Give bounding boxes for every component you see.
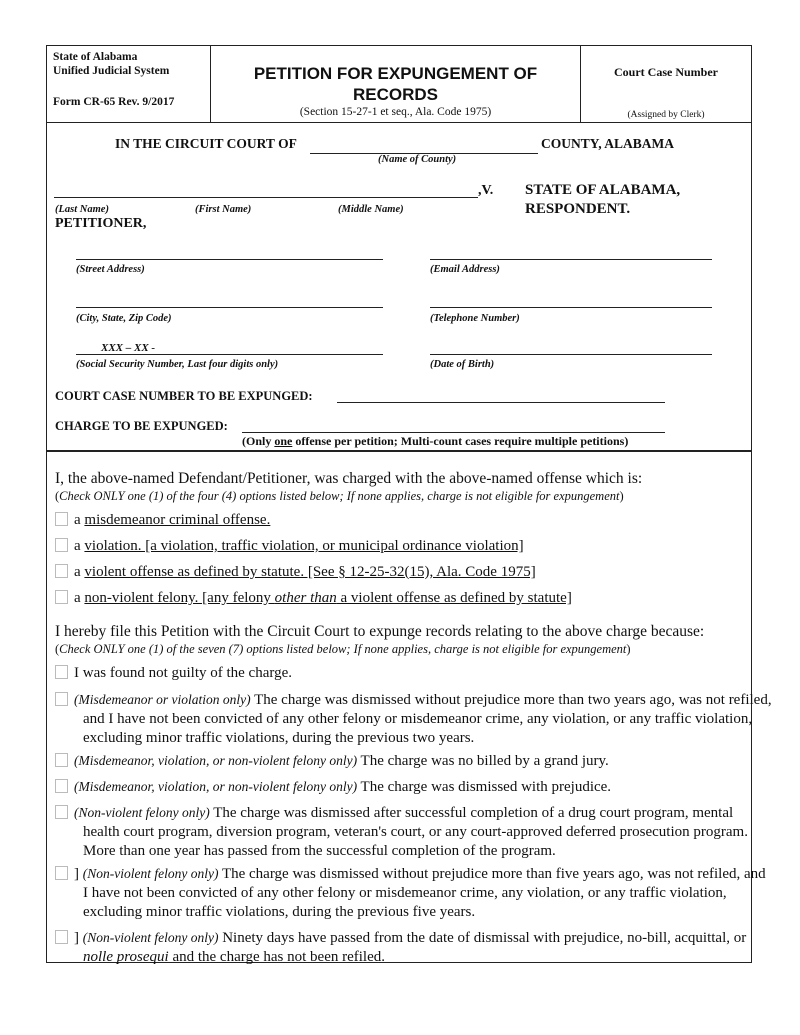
respondent-label: RESPONDENT.: [525, 201, 631, 217]
form-title-line2: RECORDS: [352, 85, 438, 104]
reason-program-completion[interactable]: (Non-violent felony only) The charge was dismissed after successful completion of a drug court program, mental health court program, diversion program, veteran's court, or any court-approved deferred prosecution program. More than one year has passed from the successful completion of the program.: [55, 803, 773, 861]
last-name-label: (Last Name): [55, 204, 109, 215]
form-title-line1: PETITION FOR EXPUNGEMENT OF: [253, 64, 538, 83]
reason-dismissed-with-prejudice[interactable]: (Misdemeanor, violation, or non-violent felony only) The charge was dismissed with prejudice.: [55, 777, 751, 797]
offense-instruction: (Check ONLY one (1) of the four (4) options listed below; If none applies, charge is not eligible for expungement): [55, 489, 624, 503]
checkbox[interactable]: [55, 564, 68, 578]
case-to-expunge-line[interactable]: [337, 402, 665, 403]
reason-intro: I hereby file this Petition with the Circuit Court to expunge records relating to the above charge because:: [55, 623, 705, 640]
agency-cell: [47, 46, 211, 122]
system-name: Unified Judicial System: [53, 65, 170, 77]
city-state-zip-line[interactable]: [76, 307, 383, 308]
offense-intro: I, the above-named Defendant/Petitioner, was charged with the above-named offense which is:: [55, 470, 643, 487]
section-divider: [46, 450, 752, 452]
reason-instruction: (Check ONLY one (1) of the seven (7) options listed below; If none applies, charge is not eligible for expungement): [55, 642, 631, 656]
date-of-birth-label: (Date of Birth): [430, 359, 495, 370]
date-of-birth-line[interactable]: [430, 354, 712, 355]
charge-note: (Only one offense per petition; Multi-count cases require multiple petitions): [242, 434, 629, 448]
street-address-label: (Street Address): [76, 264, 145, 275]
case-number-label: Court Case Number: [614, 65, 718, 79]
checkbox[interactable]: [55, 512, 68, 526]
reason-no-billed[interactable]: (Misdemeanor, violation, or non-violent felony only) The charge was no billed by a grand jury.: [55, 751, 751, 771]
respondent-state: STATE OF ALABAMA,: [525, 182, 681, 198]
offense-option-non-violent-felony[interactable]: a non-violent felony. [any felony other than a violent offense as defined by statute]: [55, 589, 751, 608]
reason-dismissed-two-years[interactable]: (Misdemeanor or violation only) The charge was dismissed without prejudice more than two years ago, was not refiled, and I have not been convicted of any other felony or misdemeanor crime, any violation, or any traffic violation, excluding minor traffic violations, during the previous two years.: [55, 690, 773, 748]
street-address-line[interactable]: [76, 259, 383, 260]
checkbox[interactable]: [55, 692, 68, 706]
case-to-expunge-label: COURT CASE NUMBER TO BE EXPUNGED:: [55, 389, 313, 403]
offense-option-violation[interactable]: a violation. [a violation, traffic violation, or municipal ordinance violation]: [55, 537, 751, 556]
ssn-line[interactable]: [76, 354, 383, 355]
telephone-line[interactable]: [430, 307, 712, 308]
statute-reference: (Section 15-27-1 et seq., Ala. Code 1975): [299, 106, 492, 118]
offense-option-misdemeanor[interactable]: a misdemeanor criminal offense.: [55, 511, 751, 530]
checkbox[interactable]: [55, 753, 68, 767]
form-header: [47, 46, 751, 123]
email-address-label: (Email Address): [430, 264, 500, 275]
case-number-cell[interactable]: [581, 46, 751, 122]
form-number: Form CR-65 Rev. 9/2017: [53, 96, 175, 108]
checkbox[interactable]: [55, 590, 68, 604]
title-cell: [211, 46, 581, 122]
checkbox[interactable]: [55, 779, 68, 793]
checkbox[interactable]: [55, 665, 68, 679]
petitioner-label: PETITIONER,: [55, 216, 147, 231]
reason-not-guilty[interactable]: I was found not guilty of the charge.: [55, 664, 751, 683]
city-state-zip-label: (City, State, Zip Code): [76, 313, 172, 324]
checkbox[interactable]: [55, 538, 68, 552]
charge-to-expunge-label: CHARGE TO BE EXPUNGED:: [55, 419, 228, 433]
reason-dismissed-five-years[interactable]: ] (Non-violent felony only) The charge was dismissed without prejudice more than five years ago, was not refiled, and I have not been convicted of any other felony or misdemeanor crime, any violation, or any traffic violation, excluding minor traffic violations, during the previous five years.: [55, 864, 773, 922]
charge-to-expunge-line[interactable]: [242, 432, 665, 433]
court-suffix: COUNTY, ALABAMA: [541, 136, 675, 151]
checkbox[interactable]: [55, 866, 68, 880]
first-name-label: (First Name): [195, 204, 252, 215]
versus-text: ,V.: [478, 183, 494, 198]
county-label: (Name of County): [378, 154, 457, 165]
petitioner-name-line[interactable]: [54, 197, 478, 198]
court-prefix: IN THE CIRCUIT COURT OF: [115, 136, 297, 151]
state-name: State of Alabama: [53, 51, 138, 63]
ssn-prefix: XXX – XX -: [101, 342, 156, 354]
offense-option-violent[interactable]: a violent offense as defined by statute. [See § 12-25-32(15), Ala. Code 1975]: [55, 563, 751, 582]
checkbox[interactable]: [55, 805, 68, 819]
middle-name-label: (Middle Name): [338, 204, 404, 215]
checkbox[interactable]: [55, 930, 68, 944]
reason-ninety-days[interactable]: ] (Non-violent felony only) Ninety days have passed from the date of dismissal with prejudice, no-bill, acquittal, or nolle prosequi and the charge has not been refiled.: [55, 928, 773, 967]
telephone-label: (Telephone Number): [430, 313, 520, 324]
email-address-line[interactable]: [430, 259, 712, 260]
ssn-label: (Social Security Number, Last four digits only): [76, 359, 279, 370]
assigned-by-clerk-note: (Assigned by Clerk): [627, 110, 705, 120]
